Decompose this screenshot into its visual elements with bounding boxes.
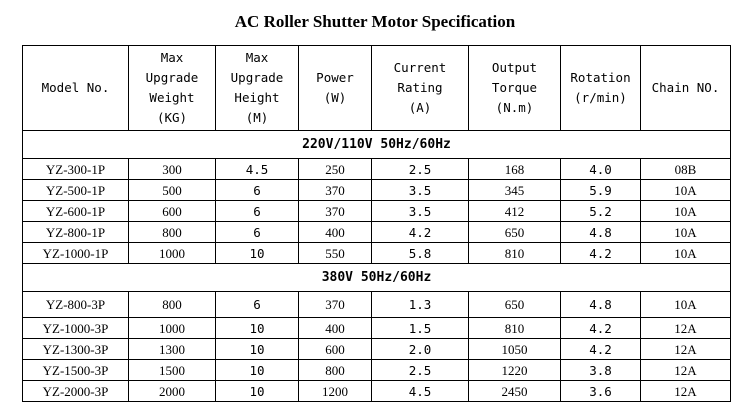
cell-torque: 412 — [469, 201, 561, 222]
cell-model: YZ-1000-1P — [23, 243, 129, 264]
cell-height: 10 — [216, 318, 299, 339]
table-row — [23, 201, 731, 222]
cell-height: 6 — [216, 201, 299, 222]
cell-power: 370 — [299, 292, 372, 318]
cell-chain: 10A — [641, 201, 731, 222]
spec-table — [22, 45, 731, 402]
cell-weight: 800 — [129, 292, 216, 318]
cell-current: 5.8 — [372, 243, 469, 264]
table-row — [23, 339, 731, 360]
header-chain: Chain NO. — [641, 46, 731, 131]
cell-torque: 168 — [469, 159, 561, 180]
table-row — [23, 222, 731, 243]
cell-current: 1.3 — [372, 292, 469, 318]
cell-chain: 08B — [641, 159, 731, 180]
table-row — [23, 180, 731, 201]
cell-power: 250 — [299, 159, 372, 180]
cell-torque: 1050 — [469, 339, 561, 360]
cell-model: YZ-500-1P — [23, 180, 129, 201]
cell-torque: 1220 — [469, 360, 561, 381]
table-row — [23, 360, 731, 381]
cell-height: 4.5 — [216, 159, 299, 180]
cell-chain: 10A — [641, 292, 731, 318]
cell-torque: 650 — [469, 292, 561, 318]
table-row — [23, 159, 731, 180]
page-title: AC Roller Shutter Motor Specification — [234, 12, 516, 31]
cell-weight: 1500 — [129, 360, 216, 381]
table-row — [23, 381, 731, 402]
cell-weight: 300 — [129, 159, 216, 180]
section-label: 220V/110V 50Hz/60Hz — [23, 131, 731, 159]
cell-rotation: 5.9 — [561, 180, 641, 201]
cell-weight: 2000 — [129, 381, 216, 402]
cell-model: YZ-2000-3P — [23, 381, 129, 402]
cell-weight: 500 — [129, 180, 216, 201]
header-model: Model No. — [23, 46, 129, 131]
cell-rotation: 4.8 — [561, 292, 641, 318]
table-row — [23, 243, 731, 264]
cell-rotation: 5.2 — [561, 201, 641, 222]
cell-height: 10 — [216, 243, 299, 264]
cell-height: 6 — [216, 222, 299, 243]
cell-height: 10 — [216, 360, 299, 381]
cell-model: YZ-300-1P — [23, 159, 129, 180]
cell-power: 370 — [299, 201, 372, 222]
cell-rotation: 4.2 — [561, 339, 641, 360]
cell-chain: 10A — [641, 180, 731, 201]
cell-current: 4.2 — [372, 222, 469, 243]
cell-rotation: 4.8 — [561, 222, 641, 243]
cell-rotation: 3.8 — [561, 360, 641, 381]
cell-rotation: 4.0 — [561, 159, 641, 180]
header-weight: Max Upgrade Weight (KG) — [129, 46, 216, 131]
cell-power: 800 — [299, 360, 372, 381]
cell-current: 2.5 — [372, 360, 469, 381]
cell-power: 600 — [299, 339, 372, 360]
cell-torque: 345 — [469, 180, 561, 201]
cell-torque: 810 — [469, 318, 561, 339]
cell-weight: 1000 — [129, 318, 216, 339]
cell-current: 3.5 — [372, 180, 469, 201]
table-row — [23, 318, 731, 339]
cell-current: 3.5 — [372, 201, 469, 222]
header-rotation: Rotation (r/min) — [561, 46, 641, 131]
cell-current: 1.5 — [372, 318, 469, 339]
cell-chain: 12A — [641, 360, 731, 381]
cell-rotation: 4.2 — [561, 318, 641, 339]
cell-weight: 800 — [129, 222, 216, 243]
cell-weight: 1000 — [129, 243, 216, 264]
cell-power: 400 — [299, 318, 372, 339]
cell-height: 6 — [216, 180, 299, 201]
cell-current: 2.5 — [372, 159, 469, 180]
cell-rotation: 4.2 — [561, 243, 641, 264]
header-power: Power (W) — [299, 46, 372, 131]
cell-weight: 600 — [129, 201, 216, 222]
section-label: 380V 50Hz/60Hz — [23, 264, 731, 292]
cell-torque: 2450 — [469, 381, 561, 402]
cell-height: 6 — [216, 292, 299, 318]
cell-chain: 12A — [641, 339, 731, 360]
cell-height: 10 — [216, 339, 299, 360]
cell-model: YZ-1300-3P — [23, 339, 129, 360]
cell-power: 550 — [299, 243, 372, 264]
cell-chain: 10A — [641, 222, 731, 243]
cell-model: YZ-1000-3P — [23, 318, 129, 339]
header-row — [23, 46, 731, 131]
table-row — [23, 292, 731, 318]
cell-power: 370 — [299, 180, 372, 201]
cell-rotation: 3.6 — [561, 381, 641, 402]
cell-model: YZ-800-1P — [23, 222, 129, 243]
section-row — [23, 131, 731, 159]
cell-current: 4.5 — [372, 381, 469, 402]
cell-model: YZ-1500-3P — [23, 360, 129, 381]
header-current: Current Rating (A) — [372, 46, 469, 131]
header-torque: Output Torque (N.m) — [469, 46, 561, 131]
cell-torque: 810 — [469, 243, 561, 264]
cell-torque: 650 — [469, 222, 561, 243]
cell-chain: 12A — [641, 381, 731, 402]
cell-weight: 1300 — [129, 339, 216, 360]
cell-chain: 10A — [641, 243, 731, 264]
cell-height: 10 — [216, 381, 299, 402]
cell-power: 1200 — [299, 381, 372, 402]
header-height: Max Upgrade Height (M) — [216, 46, 299, 131]
cell-model: YZ-800-3P — [23, 292, 129, 318]
section-row — [23, 264, 731, 292]
cell-chain: 12A — [641, 318, 731, 339]
cell-power: 400 — [299, 222, 372, 243]
cell-model: YZ-600-1P — [23, 201, 129, 222]
cell-current: 2.0 — [372, 339, 469, 360]
